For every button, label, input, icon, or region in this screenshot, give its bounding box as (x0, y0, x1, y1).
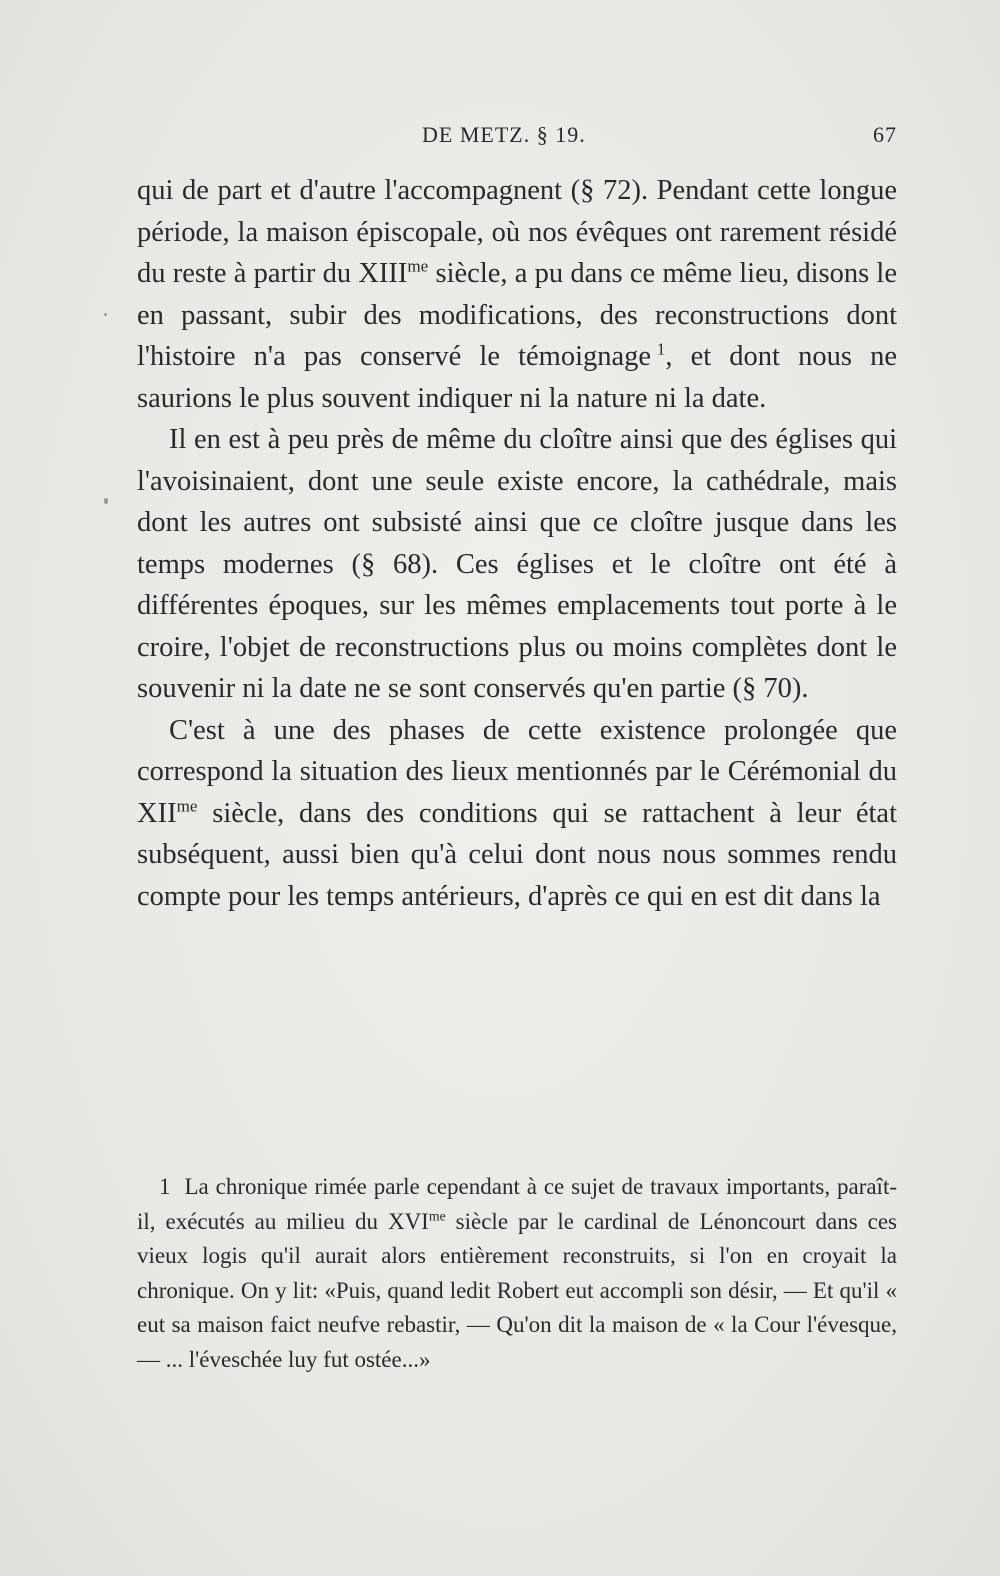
paragraph-1-text: qui de part et d'autre l'accompagnent (§ 72). Pendant cette longue période, la maison épiscopale, où nos évêques ont rarement résidé du reste à partir du XIII (137, 175, 897, 289)
paragraph-3-text-cont: siècle, dans des conditions qui se rattachent à leur état subséquent, aussi bien qu'à celui dont nous nous sommes rendu compte pour les temps antérieurs, d'après ce qui en est dit dans la (137, 797, 897, 912)
paragraph-1-text-cont: siècle, a pu dans ce même lieu, disons le en passant, subir des modifications, des reconstructions dont l'histoire n'a pas conservé le témoignage (137, 258, 897, 372)
footnote-text-cont: siècle par le cardinal de Lénoncourt dans ces vieux logis qu'il aurait alors entièrement reconstruits, si l'on en croyait la chronique. On y lit: «Puis, quand ledit Robert eut accompli son désir, — Et qu'il « eut sa maison faict neufve rebastir, — Qu'on dit la maison de « la Cour l'évesque, — ... l'éveschée luy fut ostée...» (137, 1208, 898, 1372)
paragraph-2: Il en est à peu près de même du cloître ainsi que des églises qui l'avoisinaient, dont une seule existe encore, la cathédrale, mais dont les autres ont subsisté ainsi que ce cloître jusque dans les temps modernes (§ 68). Ces églises et le cloître ont été à différentes époques, sur les mêmes emplacements tout porte à le croire, l'objet de reconstructions plus ou moins complètes dont le souvenir ni la date ne se sont conservés qu'en partie (§ 70). (137, 424, 897, 704)
ordinal-superscript: me (407, 256, 429, 276)
page-header (137, 122, 897, 152)
ordinal-superscript: me (176, 796, 198, 815)
footnote-text: La chronique rimée parle cependant à ce sujet de travaux importants, paraît-il, exécutés au milieu du XVI (137, 1174, 897, 1234)
running-head: DE METZ. § 19. (422, 122, 586, 147)
paragraph-1-text-end: , et dont nous ne saurions le plus souvent indiquer ni la nature ni la date. (137, 341, 897, 414)
print-speck (104, 313, 107, 316)
footnote-reference: 1 (656, 339, 666, 359)
footnote (137, 1170, 897, 1377)
page-number: 67 (873, 122, 897, 147)
print-speck (104, 498, 108, 504)
paragraph-3 (137, 710, 897, 918)
footnote-marker: 1 (159, 1174, 171, 1199)
paragraph-3-text: C'est à une des phases de cette existence prolongée que correspond la situation des lieux mentionnés par le Cérémonial du XII (137, 714, 897, 829)
main-text (137, 170, 897, 917)
ordinal-superscript: me (428, 1207, 446, 1223)
paragraph-1 (137, 170, 897, 419)
